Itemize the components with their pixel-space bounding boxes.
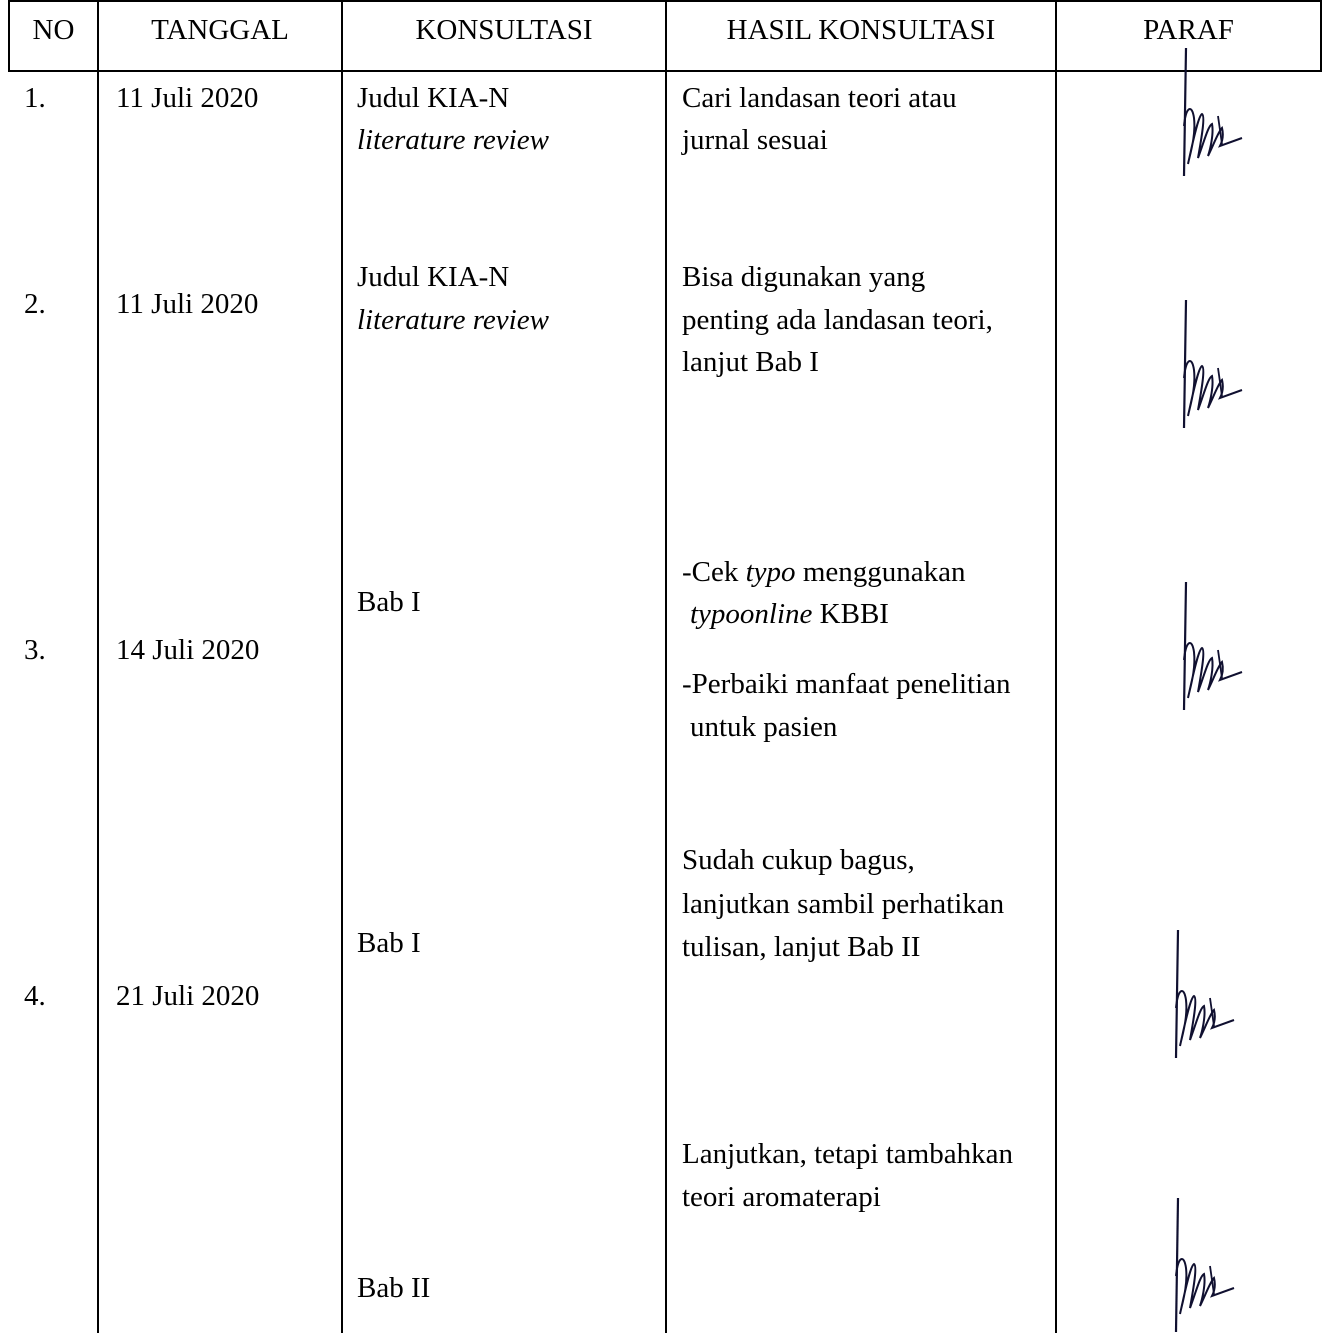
row3-hasil-kbbi: KBBI (812, 598, 889, 630)
row2-no: 2. (24, 288, 46, 320)
row2-hasil-line2: penting ada landasan teori, (682, 304, 993, 336)
row1-tanggal: 11 Juli 2020 (116, 82, 259, 114)
row2-konsultasi-italic: literature review (357, 304, 549, 336)
row4-tanggal: 21 Juli 2020 (116, 980, 260, 1012)
col-border-konsultasi (665, 0, 667, 1333)
row3-hasil-prefix: -Cek (682, 556, 746, 588)
row3-no: 3. (24, 634, 46, 666)
header-tanggal: TANGGAL (151, 14, 289, 46)
row4-hasil-line1: Sudah cukup bagus, (682, 844, 915, 876)
row1-konsultasi: Judul KIA-N (357, 82, 510, 114)
row1-no: 1. (24, 82, 46, 114)
col-border-no (97, 0, 99, 1333)
row4-hasil-line2: lanjutkan sambil perhatikan (682, 888, 1005, 920)
row4-konsultasi: Bab I (357, 927, 421, 959)
col-border-right (1320, 0, 1322, 70)
paraf-signature-1 (1162, 46, 1252, 186)
row3-hasil-p1-line1 (682, 554, 965, 590)
row4-hasil-line3: tulisan, lanjut Bab II (682, 931, 921, 963)
header-no: NO (32, 14, 75, 46)
row2-hasil-line3: lanjut Bab I (682, 346, 819, 378)
row2-hasil-line1: Bisa digunakan yang (682, 261, 926, 293)
row1-konsultasi-italic: literature review (357, 124, 549, 156)
header-konsultasi: KONSULTASI (415, 14, 593, 46)
row3-hasil-typo: typo (745, 556, 796, 588)
paraf-signature-3 (1162, 578, 1252, 718)
col-border-hasil (1055, 0, 1057, 1333)
paraf-signature-2 (1162, 292, 1252, 432)
row5-hasil-line2: teori aromaterapi (682, 1181, 881, 1213)
row1-hasil-line2: jurnal sesuai (682, 124, 828, 156)
row3-tanggal: 14 Juli 2020 (116, 634, 260, 666)
row5-konsultasi: Bab II (357, 1272, 431, 1304)
row2-tanggal: 11 Juli 2020 (116, 288, 259, 320)
row3-hasil-p2-line2: untuk pasien (690, 711, 838, 743)
col-border-tanggal (341, 0, 343, 1333)
header-paraf: PARAF (1143, 14, 1234, 46)
paraf-signature-4 (1148, 926, 1238, 1066)
row5-hasil-line1: Lanjutkan, tetapi tambahkan (682, 1138, 1013, 1170)
row3-hasil-p1-line2 (690, 596, 889, 632)
header-hasil-konsultasi: HASIL KONSULTASI (726, 14, 996, 46)
row3-hasil-suffix: menggunakan (795, 556, 966, 588)
row4-no: 4. (24, 980, 46, 1012)
paraf-signature-5 (1148, 1194, 1238, 1334)
row3-konsultasi: Bab I (357, 586, 421, 618)
row3-hasil-typoonline: typoonline (690, 598, 813, 630)
row1-hasil-line1: Cari landasan teori atau (682, 82, 957, 114)
row3-hasil-p2-line1: -Perbaiki manfaat penelitian (682, 668, 1011, 700)
row2-konsultasi: Judul KIA-N (357, 261, 510, 293)
